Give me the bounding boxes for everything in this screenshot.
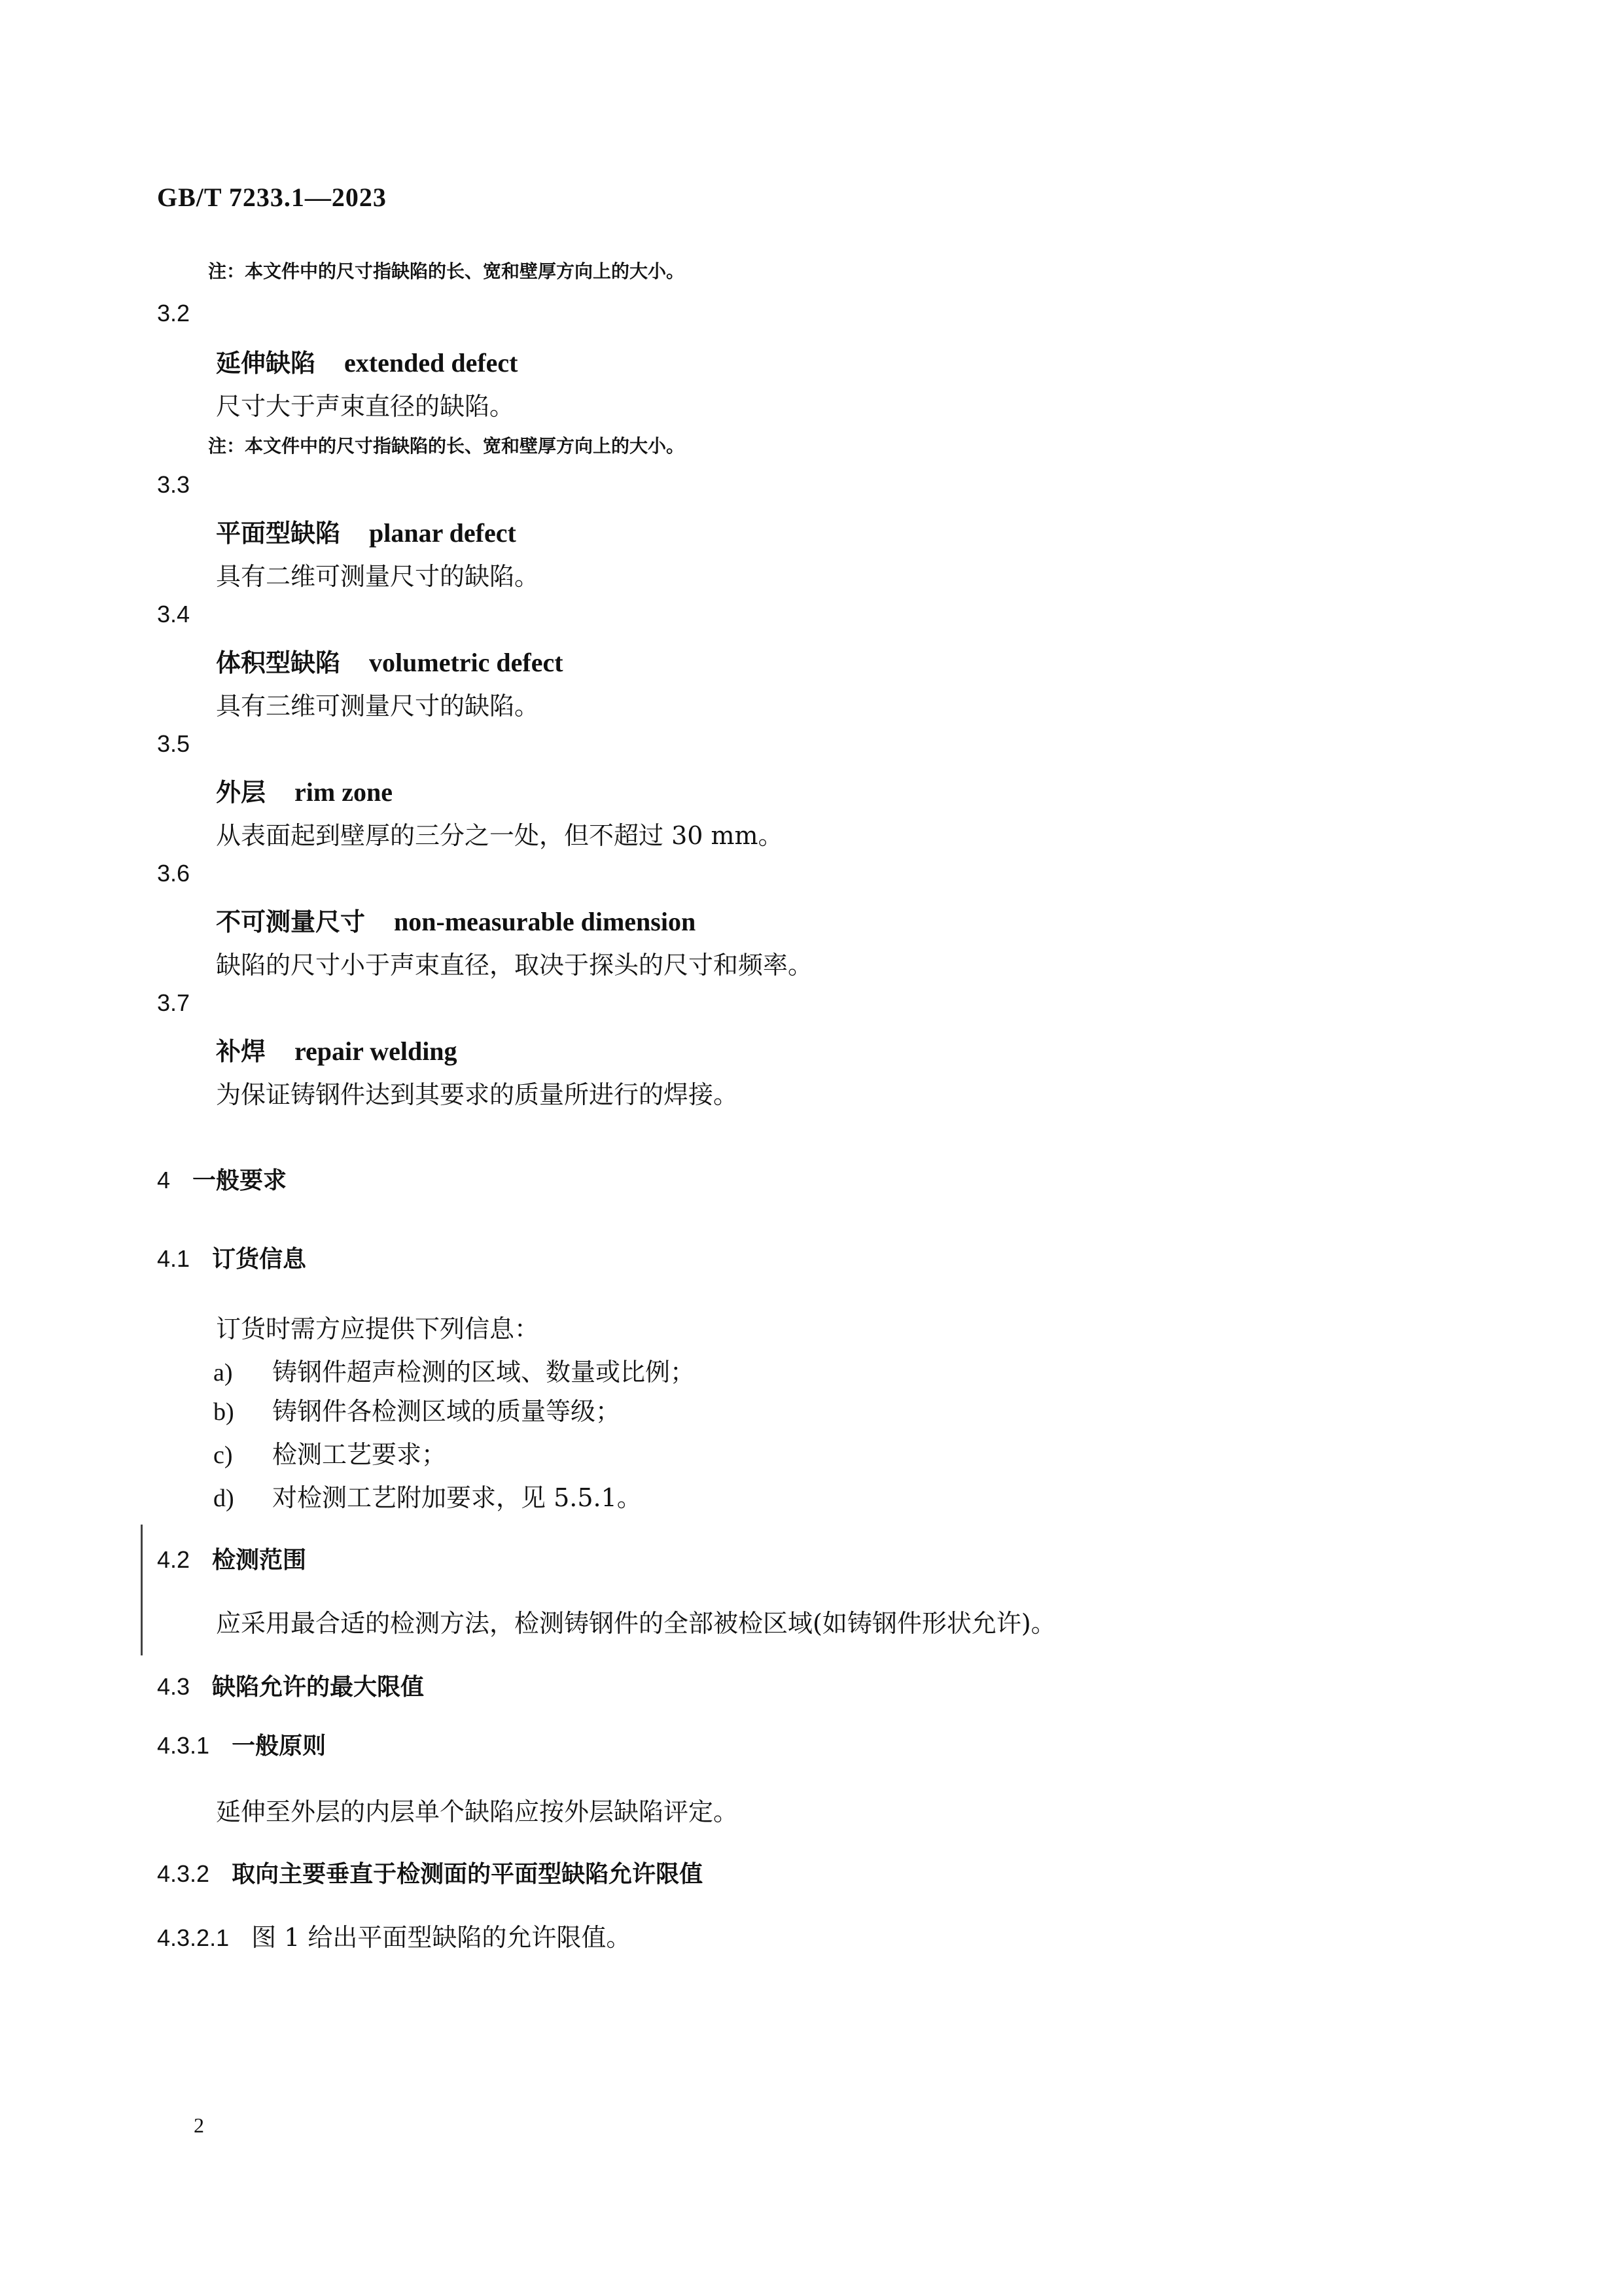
term-en: planar defect <box>369 518 516 548</box>
term-en: non-measurable dimension <box>394 907 696 936</box>
section-number: 4.2 <box>157 1546 190 1573</box>
list-text: 对检测工艺附加要求，见 5.5.1。 <box>272 1483 642 1512</box>
list-marker: a) <box>213 1359 233 1386</box>
term-definition: 具有三维可测量尺寸的缺陷。 <box>216 692 540 720</box>
section-heading <box>157 1727 326 1761</box>
list-text: 检测工艺要求； <box>272 1440 447 1469</box>
section-heading <box>157 1241 306 1274</box>
page-number: 2 <box>194 2113 204 2137</box>
term-heading <box>216 343 518 379</box>
section-heading <box>157 1542 306 1575</box>
term-number: 3.3 <box>157 471 190 498</box>
note: 注：本文件中的尺寸指缺陷的长、宽和壁厚方向上的大小。 <box>208 260 685 282</box>
term-number: 3.7 <box>157 989 190 1016</box>
term-zh: 外层 <box>216 777 266 807</box>
term-number: 3.5 <box>157 730 190 757</box>
standard-header: GB/T 7233.1—2023 <box>157 183 387 212</box>
term-definition: 从表面起到壁厚的三分之一处，但不超过 30 mm。 <box>216 821 783 850</box>
term-heading <box>216 1031 457 1067</box>
section-title: 订货信息 <box>212 1245 307 1273</box>
change-bar <box>141 1525 143 1655</box>
list-item <box>213 1391 620 1427</box>
term-definition: 具有二维可测量尺寸的缺陷。 <box>216 562 540 591</box>
list-item <box>213 1477 642 1513</box>
term-zh: 补焊 <box>216 1036 266 1066</box>
paragraph: 延伸至外层的内层单个缺陷应按外层缺陷评定。 <box>216 1797 739 1826</box>
section-title: 检测范围 <box>212 1546 307 1574</box>
list-item <box>213 1434 446 1470</box>
term-definition: 尺寸大于声束直径的缺陷。 <box>216 392 515 421</box>
term-definition: 为保证铸钢件达到其要求的质量所进行的焊接。 <box>216 1080 739 1109</box>
section-number: 4 <box>157 1167 171 1193</box>
paragraph: 订货时需方应提供下列信息： <box>216 1315 540 1343</box>
section-number: 4.3 <box>157 1673 190 1700</box>
section-heading <box>157 1669 424 1702</box>
term-definition: 缺陷的尺寸小于声束直径，取决于探头的尺寸和频率。 <box>216 951 813 980</box>
section-title: 一般原则 <box>232 1732 326 1759</box>
section-number: 4.1 <box>157 1245 190 1272</box>
paragraph: 应采用最合适的检测方法，检测铸钢件的全部被检区域(如铸钢件形状允许)。 <box>216 1609 1056 1638</box>
term-zh: 平面型缺陷 <box>216 518 341 548</box>
term-number: 3.6 <box>157 860 190 887</box>
term-number: 3.4 <box>157 601 190 627</box>
paragraph: 图 1 给出平面型缺陷的允许限值。 <box>251 1923 631 1952</box>
list-marker: c) <box>213 1441 233 1469</box>
section-title: 缺陷允许的最大限值 <box>212 1673 425 1701</box>
term-heading <box>216 902 696 938</box>
term-heading <box>216 513 516 549</box>
term-en: extended defect <box>344 348 518 378</box>
section-title: 取向主要垂直于检测面的平面型缺陷允许限值 <box>232 1860 703 1888</box>
section-heading <box>157 1162 287 1195</box>
list-marker: d) <box>213 1485 234 1512</box>
term-heading <box>216 643 563 679</box>
term-zh: 延伸缺陷 <box>216 348 316 378</box>
list-text: 铸钢件超声检测的区域、数量或比例； <box>272 1358 696 1386</box>
section-heading <box>157 1856 703 1889</box>
term-number: 3.2 <box>157 300 190 327</box>
subclause <box>157 1917 631 1953</box>
list-marker: b) <box>213 1398 234 1426</box>
section-number: 4.3.2.1 <box>157 1924 230 1951</box>
term-zh: 不可测量尺寸 <box>216 907 366 936</box>
list-text: 铸钢件各检测区域的质量等级； <box>272 1397 621 1426</box>
list-item <box>213 1352 695 1388</box>
section-number: 4.3.2 <box>157 1860 210 1887</box>
term-en: volumetric defect <box>369 648 563 677</box>
section-title: 一般要求 <box>192 1167 287 1194</box>
term-en: rim zone <box>294 777 393 807</box>
note: 注：本文件中的尺寸指缺陷的长、宽和壁厚方向上的大小。 <box>208 435 685 457</box>
term-zh: 体积型缺陷 <box>216 648 341 677</box>
term-heading <box>216 772 393 808</box>
section-number: 4.3.1 <box>157 1732 210 1759</box>
term-en: repair welding <box>294 1036 457 1066</box>
